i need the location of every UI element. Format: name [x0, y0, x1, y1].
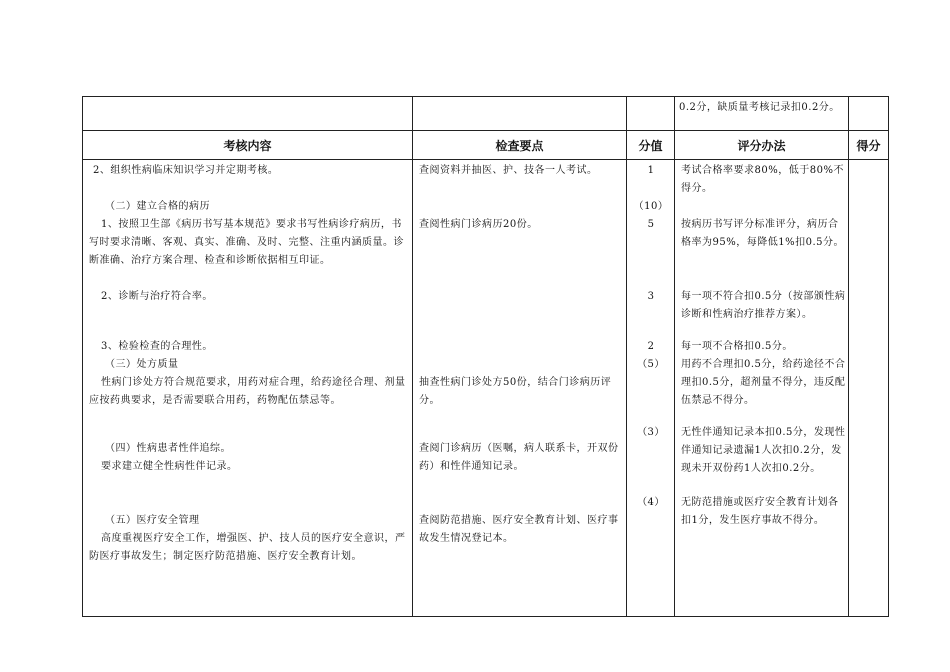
- got-cell: [849, 160, 889, 617]
- score-item: 2: [647, 341, 655, 352]
- points-item: 查阅性病门诊病历20份。: [419, 219, 538, 230]
- continuation-got-cell: [849, 97, 889, 131]
- header-content: 考核内容: [83, 131, 413, 160]
- method-item: 每一项不合格扣0.5分。: [681, 341, 793, 352]
- method-item: 每一项不符合扣0.5分（按部颁性病诊断和性病治疗推荐方案）。: [681, 291, 846, 320]
- method-item: 无防范措施或医疗安全教育计划各扣1分，发生医疗事故不得分。: [681, 497, 839, 526]
- content-cell: [83, 160, 413, 617]
- points-item: 查阅资料并抽医、护、技各一人考试。: [419, 165, 598, 176]
- method-item: 用药不合理扣0.5分，给药途径不合理扣0.5分，超剂量不得分，违反配伍禁忌不得分。: [681, 359, 846, 406]
- content-item: 1、按照卫生部《病历书写基本规范》要求书写性病诊疗病历，书写时要求清晰、客观、真实、准确、及时、完整、注重内涵质量。诊断准确、治疗方案合理、检查和诊断依据相互印证。: [89, 219, 404, 266]
- content-item: （五）医疗安全管理: [105, 515, 200, 526]
- continuation-points-cell: [413, 97, 627, 131]
- content-item: （四）性病患者性伴追综。: [105, 443, 231, 454]
- continuation-method-cell: [675, 97, 849, 131]
- content-item: 性病门诊处方符合规范要求，用药对症合理，给药途径合理、剂量应按药典要求，是否需要联合用药，药物配伍禁忌等。: [89, 377, 406, 406]
- header-score: 分值: [627, 131, 675, 160]
- method-item: 按病历书写评分标准评分，病历合格率为95%，每降低1%扣0.5分。: [681, 219, 844, 248]
- score-item: 1: [647, 165, 655, 176]
- method-item: 无性伴通知记录本扣0.5分，发现性伴通知记录遗漏1人次扣0.2分，发现未开双份药1人次扣0.2分。: [681, 427, 846, 474]
- content-item: （二）建立合格的病历: [105, 201, 210, 212]
- score-item: 5: [647, 219, 655, 230]
- content-item: 2、诊断与治疗符合率。: [101, 291, 213, 302]
- header-points: 检查要点: [413, 131, 627, 160]
- method-item: 考试合格率要求80%，低于80%不得分。: [681, 165, 844, 194]
- points-item: 抽查性病门诊处方50份，结合门诊病历评分。: [419, 377, 612, 406]
- continuation-method-text: 0.2分，缺质量考核记录扣0.2分。: [679, 102, 840, 113]
- points-item: 查阅门诊病历（医嘱，病人联系卡，开双份药）和性伴通知记录。: [419, 443, 619, 472]
- continuation-row: [83, 97, 889, 131]
- score-item: （5）: [637, 359, 665, 370]
- score-item: （10）: [633, 201, 669, 212]
- header-row: [83, 131, 889, 160]
- score-item: （4）: [637, 497, 665, 508]
- body-row: [83, 160, 889, 617]
- content-item: 要求建立健全性病性伴记录。: [101, 461, 238, 472]
- score-item: （3）: [637, 427, 665, 438]
- points-cell: [413, 160, 627, 617]
- content-item: 高度重视医疗安全工作，增强医、护、技人员的医疗安全意识，严防医疗事故发生；制定医疗防范措施、医疗安全教育计划。: [89, 533, 406, 562]
- points-item: 查阅防范措施、医疗安全教育计划、医疗事故发生情况登记本。: [419, 515, 619, 544]
- score-cell: [627, 160, 675, 617]
- continuation-score-cell: [627, 97, 675, 131]
- header-got: 得分: [849, 131, 889, 160]
- assessment-table: [82, 96, 889, 617]
- continuation-content-cell: [83, 97, 413, 131]
- content-item: （三）处方质量: [105, 359, 179, 370]
- header-method: 评分办法: [675, 131, 849, 160]
- method-cell: [675, 160, 849, 617]
- content-item: 3、检验检查的合理性。: [101, 341, 213, 352]
- score-item: 3: [647, 291, 655, 302]
- content-item: 2、组织性病临床知识学习并定期考核。: [93, 165, 279, 176]
